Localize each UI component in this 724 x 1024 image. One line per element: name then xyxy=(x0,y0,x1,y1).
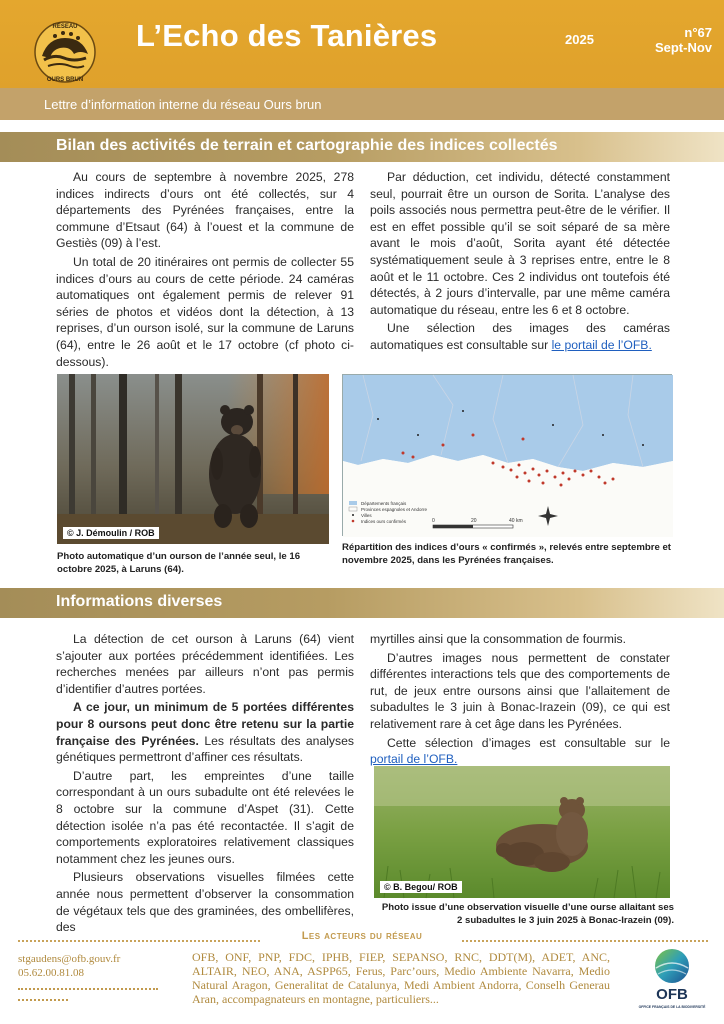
paragraph-text: Cette sélection d’images est consultable sur le xyxy=(387,735,670,750)
reseau-ours-brun-logo xyxy=(30,16,100,86)
contact-email[interactable]: stgaudens@ofb.gouv.fr xyxy=(18,953,121,965)
section-bar-bilan xyxy=(0,132,724,162)
newsletter-subtitle: Lettre d’information interne du réseau Ours brun xyxy=(44,97,322,112)
indices-map xyxy=(342,374,672,536)
paragraph: Par déduction, cet individu, détecté constamment seul, pourrait être un ourson de Sorita. L’analyse des poils associés nous permettra peut-être de le vérifier. Il est en effet possible qu’il se soit séparé de sa mère avant le mois d’août, Sorita ayant été détectée systématiquement seule à 3 reprises entre, entre le 8 août et le 11 octobre. Ces 2 individus ont toutefois été détectés, à 2 jours d’intervalle, par une même caméra automatique du réseau, entre les 6 et 8 octobre. xyxy=(370,170,670,317)
section1-right-column xyxy=(370,169,670,356)
section2-right-column xyxy=(370,631,670,770)
photo1-caption: Photo automatique d’un ourson de l’année seul, le 16 octobre 2025, à Laruns (64). xyxy=(57,551,301,575)
paragraph: myrtilles ainsi que la consommation de fourmis. xyxy=(370,632,627,646)
svg-text:Provinces espagnoles et Andorr: Provinces espagnoles et Andorre xyxy=(361,507,428,512)
section-title-bilan: Bilan des activités de terrain et cartographie des indices collectés xyxy=(56,137,558,154)
contact-phone: 05.62.00.81.08 xyxy=(18,967,84,979)
paragraph: Un total de 20 itinéraires ont permis de collecter 55 indices d’ours au cours de cette période. 24 caméras automatiques ont également permis de relever 91 séries de photos et vidéos dont la détection, à 13 reprises, d’un ourson isolé, sur la commune de Laruns (64), entre le 26 août et le 17 octobre (cf photo ci-dessous). xyxy=(56,254,354,369)
svg-text:0: 0 xyxy=(432,518,435,524)
paragraph-bold: A ce jour, un minimum de 5 portées différentes pour 8 oursons peut donc être retenu sur la partie française des Pyrénées. xyxy=(56,700,354,748)
issue-year: 2025 xyxy=(565,32,594,47)
svg-text:RÉSEAU: RÉSEAU xyxy=(52,24,78,30)
paragraph: Au cours de septembre à novembre 2025, 278 indices indirects d’ours ont été collectés, sur 4 départements des Pyrénées françaises, entre la commune d’Etsaut (64) à l’ouest et la commune de Gestiès (09) à l’est. xyxy=(56,170,354,251)
paragraph: La détection de cet ourson à Laruns (64) vient s’ajouter aux portées précédemment identifiées. Les recherches menées par ailleurs n’ont pas permis d’identifier d’autres portées. xyxy=(56,632,354,696)
footer-contact xyxy=(18,952,120,980)
paragraph xyxy=(370,735,670,768)
issue-period: Sept-Nov xyxy=(654,40,712,55)
footer-dots xyxy=(18,988,158,990)
svg-text:40 km: 40 km xyxy=(509,518,523,524)
svg-text:Villes: Villes xyxy=(361,513,372,518)
section2-left-column xyxy=(56,631,354,938)
photo2-credit: © B. Begou/ ROB xyxy=(380,881,462,893)
svg-text:OFB: OFB xyxy=(656,986,688,1003)
bear-nursing-image xyxy=(374,766,670,898)
bear-cub-image xyxy=(57,374,329,544)
section-bar-informations xyxy=(0,588,724,618)
svg-text:Départements français: Départements français xyxy=(361,501,407,506)
photo1-credit: © J. Démoulin / ROB xyxy=(63,527,159,539)
paragraph xyxy=(56,699,354,765)
ofb-portal-link-2[interactable]: portail de l’OFB. xyxy=(370,752,458,767)
svg-text:OFFICE FRANÇAIS DE LA BIODIVER: OFFICE FRANÇAIS DE LA BIODIVERSITÉ xyxy=(638,1005,706,1009)
newsletter-title: L’Echo des Tanières xyxy=(136,18,438,53)
ofb-logo xyxy=(638,946,706,1016)
svg-text:20: 20 xyxy=(471,518,477,524)
photo2-caption: Photo issue d’une observation visuelle d’une ourse allaitant ses 2 subadultes le 3 juin 2025 à Bonac-Irazein (09). xyxy=(381,902,674,926)
issue-number-block xyxy=(655,25,712,55)
paragraph-text: Les résultats des analyses génétiques permettront d’affiner ces résultats. xyxy=(56,733,354,765)
svg-text:Indices ours confirmés: Indices ours confirmés xyxy=(361,519,407,524)
section1-left-column xyxy=(56,169,354,372)
footer-title: Les acteurs du réseau xyxy=(262,930,462,942)
bear-cub-photo xyxy=(57,374,329,544)
paragraph: D’autre part, les empreintes d’une taille correspondant à un ours subadulte ont été relevées le 8 octobre sur la commune d’Aspet (31). Cette détection isolée n’a pas été recontactée. Il s’agit de comportements exploratoires relativement classiques notamment chez les jeunes ours. xyxy=(56,768,354,866)
paragraph xyxy=(370,320,670,353)
footer-dots xyxy=(18,999,68,1001)
paragraph: Plusieurs observations visuelles filmées cette année nous permettent d’observer la consommation de végétaux tels que des graminées, des ombellifères, des xyxy=(56,870,354,935)
paragraph: D’autres images nous permettent de constater différentes interactions tels que des comportements de rut, de jeux entre oursons ainsi que l’allaitement de subadultes le 3 juin à Bonac-Irazein (09), ce qui est relativement rare à cet âge dans les Pyrénées. xyxy=(370,650,670,731)
network-actors-list: OFB, ONF, PNP, FDC, IPHB, FIEP, SEPANSO, RNC, DDT(M), ADET, ANC, ALTAIR, NEO, ANA, ASPP65, Ferus, Parc’ours, Medio Ambiente Navarra, Medio Natural Aragon, Generalitat de Catalunya, Medi Ambient Andorra, Conselh Generau Aran, accompagnateurs en montagne, particuliers... xyxy=(192,950,610,1006)
svg-text:OURS BRUN: OURS BRUN xyxy=(46,77,84,83)
pyrenees-map-image xyxy=(343,375,673,537)
bear-nursing-photo xyxy=(374,766,670,898)
issue-number: n°67 xyxy=(684,25,712,40)
paragraph-text: Une sélection des images des caméras automatiques est consultable sur xyxy=(370,321,670,352)
section-title-informations: Informations diverses xyxy=(56,593,223,610)
map-caption: Répartition des indices d’ours « confirmés », relevés entre septembre et novembre 2025, dans les Pyrénées françaises. xyxy=(342,542,671,566)
ofb-portal-link[interactable]: le portail de l’OFB. xyxy=(551,337,652,352)
